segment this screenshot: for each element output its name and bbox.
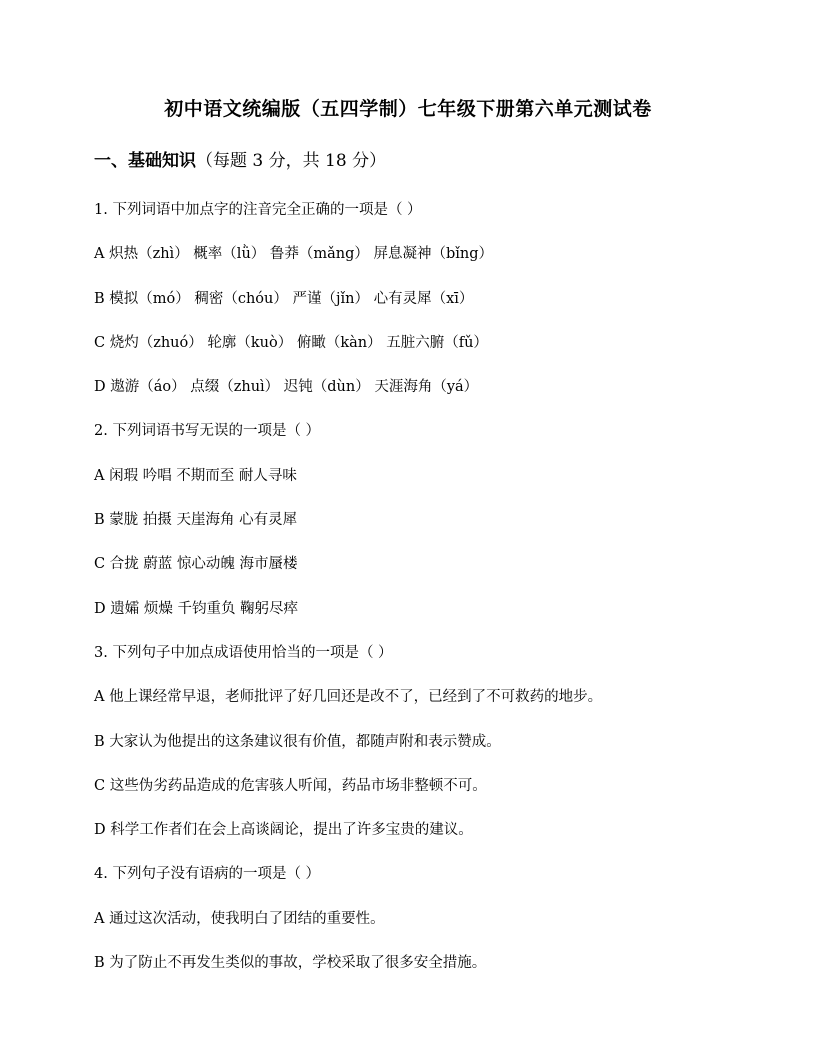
document-title: 初中语文统编版（五四学制）七年级下册第六单元测试卷	[164, 98, 652, 120]
question-3-option-d: D 科学工作者们在会上高谈阔论，提出了许多宝贵的建议。	[94, 822, 473, 839]
question-2-option-c: C 合拢 蔚蓝 惊心动魄 海市蜃楼	[94, 556, 298, 573]
question-3-option-b: B 大家认为他提出的这条建议很有价值，都随声附和表示赞成。	[94, 733, 501, 750]
question-2-option-d: D 遗孀 烦燥 千钧重负 鞠躬尽瘁	[94, 600, 299, 617]
question-1-stem: 1. 下列词语中加点字的注音完全正确的一项是（ ）	[94, 202, 422, 218]
question-2-option-a: A 闲瑕 吟唱 不期而至 耐人寻味	[94, 467, 297, 484]
question-1-option-d: D 遨游（áo） 点缀（zhuì） 迟钝（dùn） 天涯海角（yá）	[94, 379, 479, 396]
section-heading	[94, 149, 386, 173]
question-list	[94, 197, 774, 994]
question-3-stem: 3. 下列句子中加点成语使用恰当的一项是（ ）	[94, 644, 393, 661]
question-1-option-a: A 炽热（zhì） 概率（lǜ） 鲁莽（mǎng） 屏息凝神（bǐng）	[94, 246, 494, 263]
question-4-option-a: A 通过这次活动，使我明白了团结的重要性。	[94, 910, 385, 927]
question-1-option-b: B 模拟（mó） 稠密（chóu） 严谨（jǐn） 心有灵犀（xī）	[94, 290, 474, 307]
question-4-option-b: B 为了防止不再发生类似的事故，学校采取了很多安全措施。	[94, 955, 487, 972]
question-4-stem: 4. 下列句子没有语病的一项是（ ）	[94, 866, 321, 883]
question-3-option-a: A 他上课经常早退，老师批评了好几回还是改不了，已经到了不可救药的地步。	[94, 689, 603, 706]
question-2-stem: 2. 下列词语书写无误的一项是（ ）	[94, 423, 321, 440]
question-2-option-b: B 蒙胧 拍摄 天崖海角 心有灵犀	[94, 512, 298, 529]
question-1-option-c: C 烧灼（zhuó） 轮廓（kuò） 俯瞰（kàn） 五脏六腑（fǔ）	[94, 334, 488, 351]
question-3-option-c: C 这些伪劣药品造成的危害骇人听闻，药品市场非整顿不可。	[94, 777, 487, 794]
section-heading-label: 一、基础知识	[94, 151, 196, 171]
section-scoring-note: （每题 3 分，共 18 分）	[196, 151, 387, 171]
